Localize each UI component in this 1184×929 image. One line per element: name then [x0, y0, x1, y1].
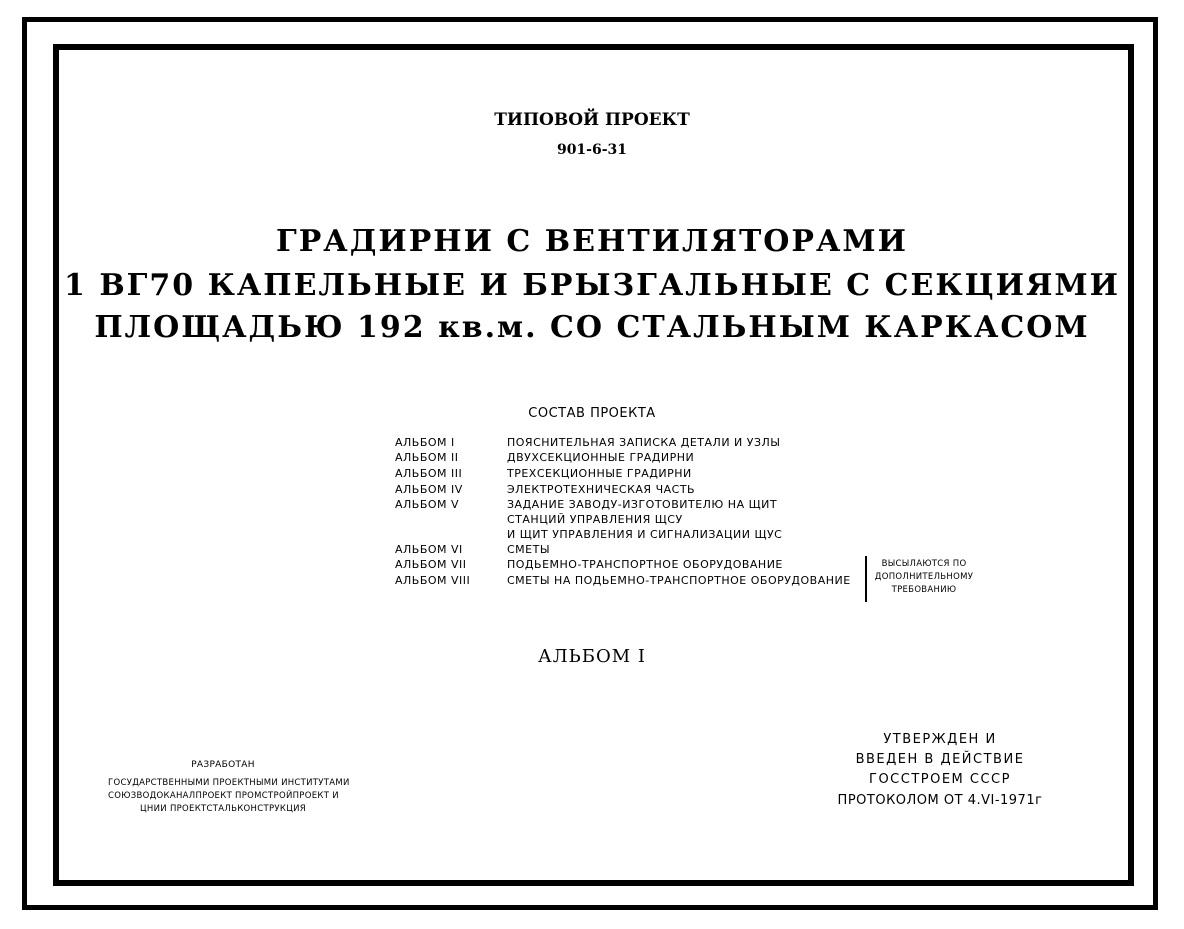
- approval-line: УТВЕРЖДЕН И: [883, 732, 997, 747]
- album-description: И ЩИТ УПРАВЛЕНИЯ И СИГНАЛИЗАЦИИ ЩУС: [507, 528, 783, 541]
- contents-heading: СОСТАВ ПРОЕКТА: [528, 406, 656, 421]
- note-line: ДОПОЛНИТЕЛЬНОМУ: [874, 572, 974, 582]
- album-label: АЛЬБОМ III: [395, 467, 463, 480]
- project-kind: ТИПОВОЙ ПРОЕКТ: [494, 110, 690, 130]
- developer-line: ЦНИИ ПРОЕКТСТАЛЬКОНСТРУКЦИЯ: [140, 804, 306, 814]
- project-number: 901-6-31: [556, 142, 628, 158]
- album-label: АЛЬБОМ VI: [395, 543, 463, 556]
- developer-heading: РАЗРАБОТАН: [191, 760, 255, 770]
- approval-line: ВВЕДЕН В ДЕЙСТВИЕ: [855, 752, 1025, 767]
- album-label: АЛЬБОМ VIII: [395, 574, 471, 587]
- title-line-2: 1 ВГ70 КАПЕЛЬНЫЕ И БРЫЗГАЛЬНЫЕ С СЕКЦИЯМИ: [64, 268, 1120, 303]
- developer-line: ГОСУДАРСТВЕННЫМИ ПРОЕКТНЫМИ ИНСТИТУТАМИ: [108, 778, 350, 788]
- album-description: ТРЕХСЕКЦИОННЫЕ ГРАДИРНИ: [507, 467, 692, 480]
- album-description: СТАНЦИЙ УПРАВЛЕНИЯ ЩСУ: [507, 513, 683, 526]
- note-bracket: [865, 556, 867, 602]
- album-description: ЗАДАНИЕ ЗАВОДУ-ИЗГОТОВИТЕЛЮ НА ЩИТ: [507, 498, 778, 511]
- developer-line: СОЮЗВОДОКАНАЛПРОЕКТ ПРОМСТРОЙПРОЕКТ И: [108, 791, 339, 801]
- album-description: ЭЛЕКТРОТЕХНИЧЕСКАЯ ЧАСТЬ: [507, 483, 696, 496]
- note-line: ВЫСЫЛАЮТСЯ ПО: [881, 559, 967, 569]
- approval-line: ПРОТОКОЛОМ ОТ 4.VI-1971г: [837, 793, 1043, 808]
- note-line: ТРЕБОВАНИЮ: [891, 585, 957, 595]
- album-label: АЛЬБОМ V: [395, 498, 460, 511]
- approval-line: ГОССТРОЕМ СССР: [869, 772, 1011, 787]
- album-description: ПОДЬЕМНО-ТРАНСПОРТНОЕ ОБОРУДОВАНИЕ: [507, 558, 783, 571]
- album-label: АЛЬБОМ II: [395, 451, 459, 464]
- current-album: АЛЬБОМ I: [537, 646, 647, 667]
- album-label: АЛЬБОМ IV: [395, 483, 463, 496]
- title-line-1: ГРАДИРНИ С ВЕНТИЛЯТОРАМИ: [276, 224, 908, 259]
- album-description: СМЕТЫ НА ПОДЬЕМНО-ТРАНСПОРТНОЕ ОБОРУДОВАНИЕ: [507, 574, 851, 587]
- album-description: СМЕТЫ: [507, 543, 551, 556]
- album-description: ПОЯСНИТЕЛЬНАЯ ЗАПИСКА ДЕТАЛИ И УЗЛЫ: [507, 436, 781, 449]
- title-line-3: ПЛОЩАДЬЮ 192 кв.м. СО СТАЛЬНЫМ КАРКАСОМ: [94, 310, 1090, 345]
- album-label: АЛЬБОМ VII: [395, 558, 467, 571]
- album-description: ДВУХСЕКЦИОННЫЕ ГРАДИРНИ: [507, 451, 695, 464]
- album-label: АЛЬБОМ I: [395, 436, 455, 449]
